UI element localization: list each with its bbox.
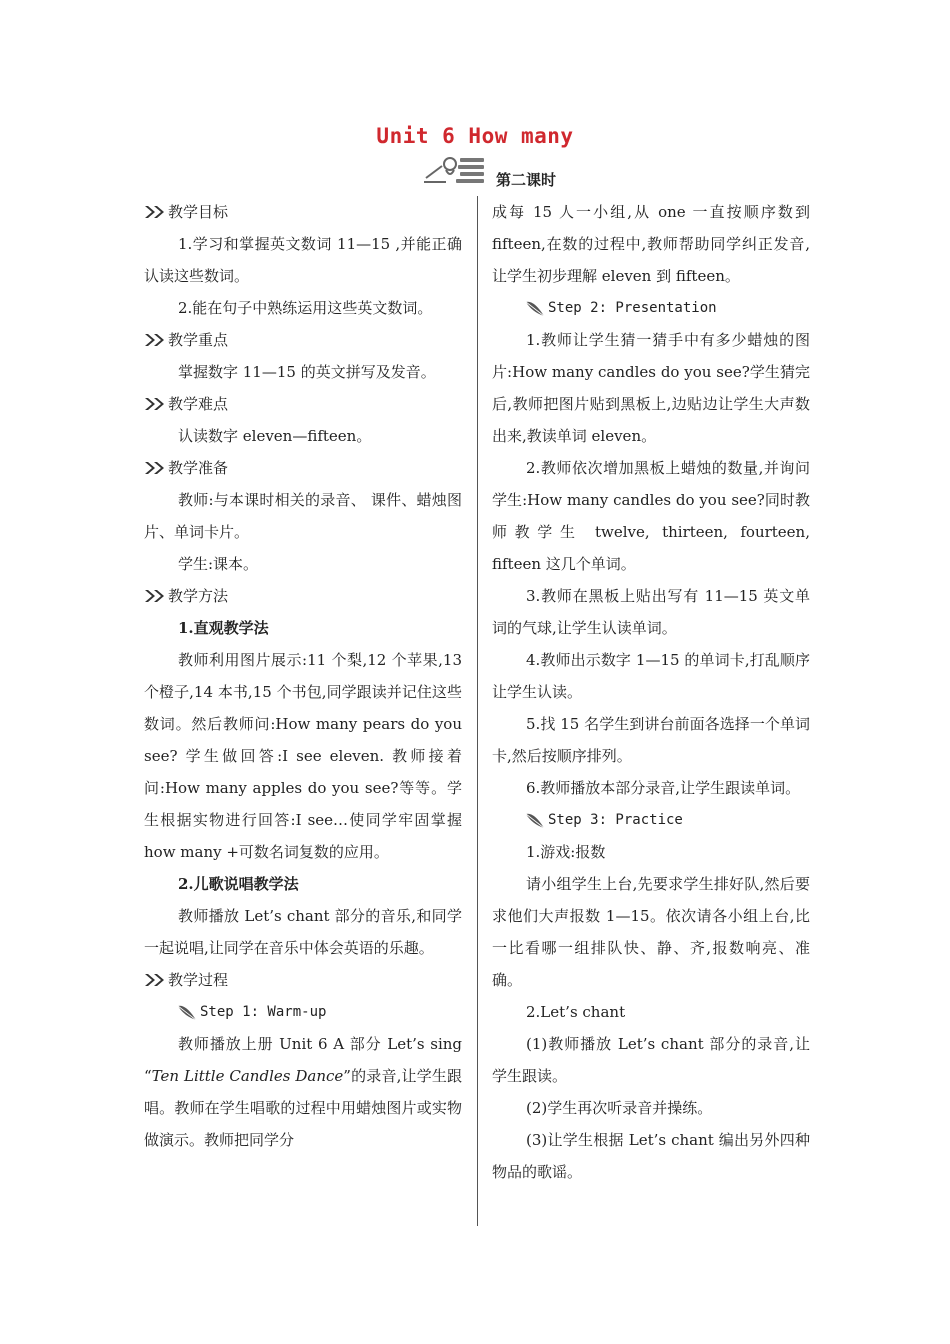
section-title: 教学难点	[168, 395, 229, 413]
double-chevron-icon	[144, 397, 166, 411]
paragraph: 请小组学生上台,先要求学生排好队,然后要求他们大声报数 1—15。依次请各小组上台,比一比看哪一组排队快、静、齐,报数响亮、准确。	[492, 875, 810, 989]
step-heading	[492, 804, 810, 836]
left-column	[144, 196, 462, 1156]
paragraph: 成每 15 人一小组,从 one 一直按顺序数到 fifteen,在数的过程中,教师帮助同学纠正发音,让学生初步理解 eleven 到 fifteen。	[492, 203, 810, 285]
quill-pen-icon	[176, 1002, 198, 1022]
paragraph: 4.教师出示数字 1—15 的单词卡,打乱顺序让学生认读。	[492, 651, 810, 701]
paragraph: 2.教师依次增加黑板上蜡烛的数量,并询问学生:How many candles do you see?同时教师教学生 twelve, thirteen, fourteen, fifteen 这几个单词。	[492, 459, 810, 573]
section-heading	[144, 580, 462, 612]
paragraph: 1.学习和掌握英文数词 11—15 ,并能正确认读这些数词。	[144, 235, 462, 285]
lesson-logo-icon	[420, 152, 488, 186]
quill-pen-icon	[524, 298, 546, 318]
step1-text-a: 教师播放上册 Unit 6 A 部分 Let’s sing “	[144, 1035, 462, 1085]
quill-pen-icon	[524, 810, 546, 830]
section-heading	[144, 324, 462, 356]
double-chevron-icon	[144, 461, 166, 475]
section-title: 教学准备	[168, 459, 229, 477]
paragraph: 2.Let’s chant	[526, 1003, 626, 1021]
section-title: 教学目标	[168, 203, 229, 221]
step-heading	[144, 996, 462, 1028]
paragraph: 5.找 15 名学生到讲台前面各选择一个单词卡,然后按顺序排列。	[492, 715, 810, 765]
step-title: Step 1: Warm-up	[200, 1004, 327, 1020]
paragraph: 学生:课本。	[178, 555, 259, 573]
paragraph	[144, 1028, 462, 1156]
paragraph: 教师播放 Let’s chant 部分的音乐,和同学一起说唱,让同学在音乐中体会英语的乐趣。	[144, 907, 462, 957]
paragraph: 6.教师播放本部分录音,让学生跟读单词。	[526, 779, 801, 797]
paragraph: 认读数字 eleven—fifteen。	[178, 427, 372, 445]
paragraph: 3.教师在黑板上贴出写有 11—15 英文单词的气球,让学生认读单词。	[492, 587, 810, 637]
section-heading	[144, 388, 462, 420]
section-title: 教学过程	[168, 971, 229, 989]
section-title: 教学重点	[168, 331, 229, 349]
step1-text-b: ”的录音,让学生跟唱。教师在学生唱歌的过程中用蜡烛图片或实物做演示。教师把同学分	[144, 1067, 463, 1149]
section-heading	[144, 452, 462, 484]
step-title: Step 3: Practice	[548, 812, 683, 828]
paragraph: 1.游戏:报数	[526, 843, 606, 861]
method-title: 2.儿歌说唱教学法	[178, 875, 299, 893]
paragraph: (1)教师播放 Let’s chant 部分的录音,让学生跟读。	[492, 1035, 810, 1085]
paragraph: 掌握数字 11—15 的英文拼写及发音。	[178, 363, 436, 381]
step-heading	[492, 292, 810, 324]
right-column	[492, 196, 810, 1188]
paragraph: 2.能在句子中熟练运用这些英文数词。	[178, 299, 433, 317]
section-heading	[144, 964, 462, 996]
double-chevron-icon	[144, 333, 166, 347]
paragraph: (2)学生再次听录音并操练。	[526, 1099, 713, 1117]
section-title: 教学方法	[168, 587, 229, 605]
lesson-label: 第二课时	[496, 171, 557, 189]
page-title: Unit 6 How many	[376, 124, 574, 148]
double-chevron-icon	[144, 205, 166, 219]
paragraph: 1.教师让学生猜一猜手中有多少蜡烛的图片:How many candles do you see?学生猜完后,教师把图片贴到黑板上,边贴边让学生大声数出来,教读单词 eleven。	[492, 331, 810, 445]
paragraph: 教师利用图片展示:11 个梨,12 个苹果,13 个橙子,14 本书,15 个书包,同学跟读并记住这些数词。然后教师问:How many pears do you see? 学生做回答:I see eleven. 教师接着问:How many apples do you see?等等。学生根据实物进行回答:I see…使同学牢固掌握 how many +可数名词复数的应用。	[144, 651, 462, 861]
song-title: Ten Little Candles Dance	[151, 1067, 344, 1085]
paragraph: 教师:与本课时相关的录音、 课件、蜡烛图片、单词卡片。	[144, 491, 462, 541]
double-chevron-icon	[144, 973, 166, 987]
step-title: Step 2: Presentation	[548, 300, 717, 316]
section-heading	[144, 196, 462, 228]
column-divider	[477, 196, 478, 1226]
method-title: 1.直观教学法	[178, 619, 269, 637]
paragraph: (3)让学生根据 Let’s chant 编出另外四种物品的歌谣。	[492, 1131, 810, 1181]
double-chevron-icon	[144, 589, 166, 603]
